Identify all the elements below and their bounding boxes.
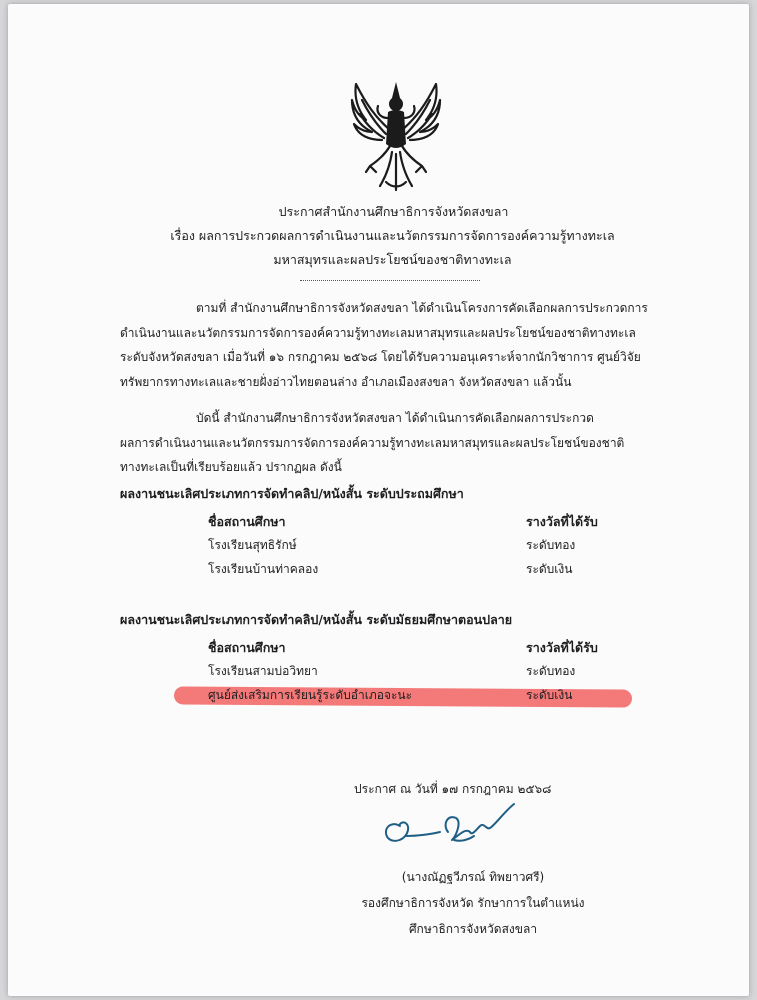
- announcement-title: ประกาศสำนักงานศึกษาธิการจังหวัดสงขลา: [278, 204, 509, 219]
- document-page: [8, 4, 749, 996]
- garuda-emblem-icon: [346, 78, 446, 196]
- school-name: โรงเรียนบ้านท่าคลอง: [208, 562, 319, 576]
- section-heading-primary: ผลงานชนะเลิศประเภทการจัดทำคลิป/หนังสั้น ระดับประถมศึกษา: [120, 486, 464, 501]
- paragraph-result: [120, 406, 680, 480]
- signer-name: (นางณัฏฐวีภรณ์ ทิพยาวศรี): [401, 870, 545, 884]
- signer-position-cont: ศึกษาธิการจังหวัดสงขลา: [408, 922, 538, 936]
- table-header: [208, 638, 608, 662]
- table-row: [208, 662, 608, 686]
- column-award: รางวัลที่ได้รับ: [526, 640, 598, 655]
- table-row: [208, 686, 608, 710]
- column-award: รางวัลที่ได้รับ: [526, 514, 598, 529]
- paragraph-line: ดำเนินงานและนวัตกรรมการจัดการองค์ความรู้ทางทะเลมหาสมุทรและผลประโยชน์ของชาติทางทะเล: [120, 325, 636, 340]
- paragraph-line: ระดับจังหวัดสงขลา เมื่อวันที่ ๑๖ กรกฎาคม ๒๕๖๘ โดยได้รับความอนุเคราะห์จากนักวิชาการ ศูนย์วิจัย: [120, 350, 641, 364]
- school-name: โรงเรียนสุทธิรักษ์: [208, 538, 297, 552]
- section-heading-secondary: ผลงานชนะเลิศประเภทการจัดทำคลิป/หนังสั้น ระดับมัธยมศึกษาตอนปลาย: [120, 612, 513, 627]
- paragraph-line: บัดนี้ สำนักงานศึกษาธิการจังหวัดสงขลา ได้ดำเนินการคัดเลือกผลการประกวด: [196, 411, 594, 425]
- announcement-subject: เรื่อง ผลการประกวดผลการดำเนินงานและนวัตกรรมการจัดการองค์ความรู้ทางทะเล: [170, 228, 615, 243]
- paragraph-line: ตามที่ สำนักงานศึกษาธิการจังหวัดสงขลา ได้ดำเนินโครงการคัดเลือกผลการประกวดการ: [196, 301, 648, 315]
- table-header: [208, 512, 608, 536]
- table-row: [208, 560, 608, 584]
- award-level: ระดับทอง: [526, 664, 576, 678]
- table-row: [208, 536, 608, 560]
- school-name: ศูนย์ส่งเสริมการเรียนรู้ระดับอำเภอจะนะ: [208, 688, 413, 702]
- announcement-subject-cont: มหาสมุทรและผลประโยชน์ของชาติทางทะเล: [273, 252, 512, 267]
- award-level: ระดับเงิน: [526, 688, 573, 702]
- paragraph-intro: [120, 296, 680, 394]
- signer-position: รองศึกษาธิการจังหวัด รักษาการในตำแหน่ง: [361, 896, 585, 910]
- signature-icon: [376, 796, 526, 856]
- paragraph-line: ทางทะเลเป็นที่เรียบร้อยแล้ว ปรากฏผล ดังนี้: [120, 460, 342, 474]
- dotted-divider: [300, 280, 480, 281]
- award-level: ระดับทอง: [526, 538, 576, 552]
- award-level: ระดับเงิน: [526, 562, 573, 576]
- school-name: โรงเรียนสามบ่อวิทยา: [208, 664, 318, 678]
- paragraph-line: ทรัพยากรทางทะเลและชายฝั่งอ่าวไทยตอนล่าง อำเภอเมืองสงขลา จังหวัดสงขลา แล้วนั้น: [120, 374, 572, 389]
- column-school: ชื่อสถานศึกษา: [208, 514, 286, 529]
- announce-date: ประกาศ ณ วันที่ ๑๗ กรกฎาคม ๒๕๖๘: [354, 782, 552, 796]
- column-school: ชื่อสถานศึกษา: [208, 640, 286, 655]
- paragraph-line: ผลการดำเนินงานและนวัตกรรมการจัดการองค์ความรู้ทางทะเลมหาสมุทรและผลประโยชน์ของชาติ: [120, 435, 625, 450]
